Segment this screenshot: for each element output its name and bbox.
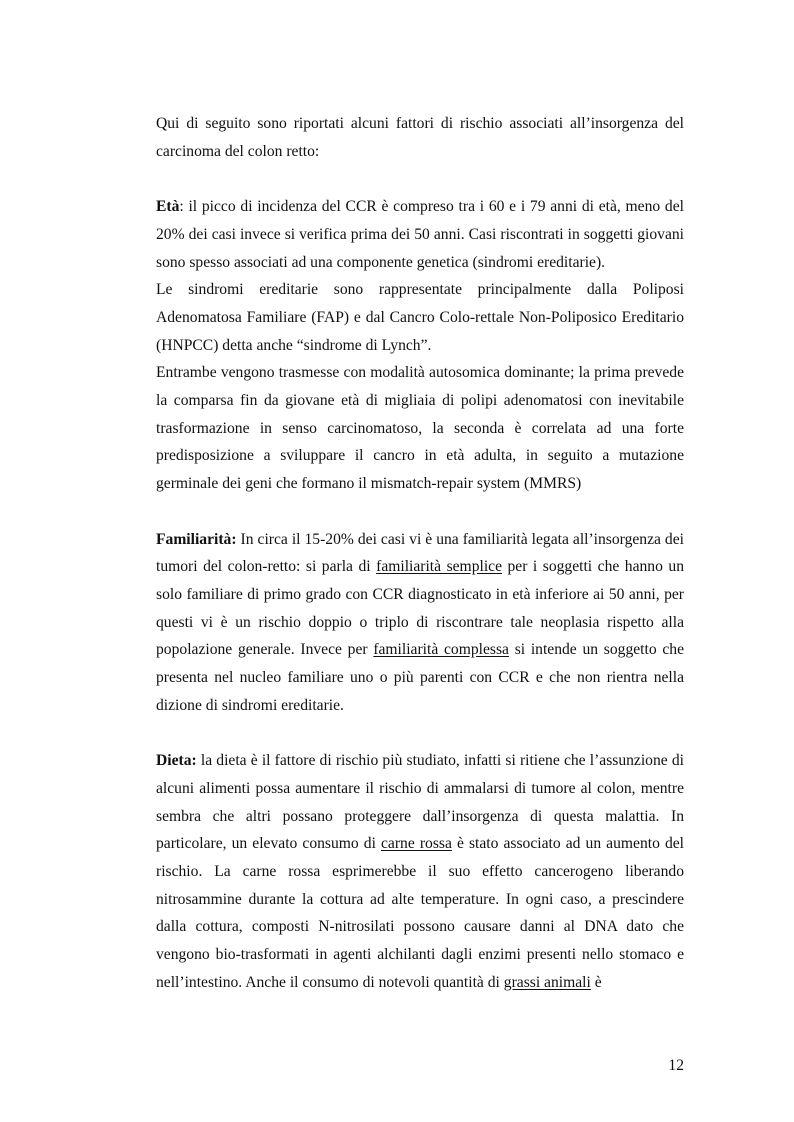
paragraph-spacer xyxy=(156,165,684,193)
paragraph-spacer xyxy=(156,498,684,526)
familiarita-paragraph xyxy=(156,526,684,720)
familiarita-text-3: si intende un soggetto che presenta nel nucleo familiare uno o più parenti con CCR e che non rientra nella dizione di sindromi ereditarie. xyxy=(156,641,684,714)
familiarita-semplice-term: familiarità semplice xyxy=(376,558,502,576)
dieta-heading: Dieta: xyxy=(156,752,197,770)
familiarita-heading: Familiarità: xyxy=(156,530,237,548)
eta-paragraph xyxy=(156,193,684,276)
eta-heading: Età xyxy=(156,198,180,216)
page-body xyxy=(156,110,684,996)
familiarita-text-2: per i soggetti che hanno un solo familiare di primo grado con CCR diagnosticato in età inferiore ai 50 anni, per questi vi è un rischio doppio o triplo di riscontrare tale neoplasia rispetto alla popolazione generale. Invece per xyxy=(156,558,685,659)
sindromi-paragraph: Le sindromi ereditarie sono rappresentate principalmente dalla Poliposi Adenomatosa Familiare (FAP) e dal Cancro Colo-rettale Non-Poliposico Ereditario (HNPCC) detta anche “sindrome di Lynch”. xyxy=(156,281,684,354)
grassi-animali-term: grassi animali xyxy=(503,973,591,991)
page-number: 12 xyxy=(668,1057,684,1074)
eta-text: : il picco di incidenza del CCR è compreso tra i 60 e i 79 anni di età, meno del 20% dei casi invece si verifica prima dei 50 anni. Casi riscontrati in soggetti giovani sono spesso associati ad una componente genetica (sindromi ereditarie). xyxy=(156,198,684,271)
carne-rossa-term: carne rossa xyxy=(381,835,452,853)
trasmissione-paragraph: Entrambe vengono trasmesse con modalità autosomica dominante; la prima prevede la comparsa fin da giovane età di migliaia di polipi adenomatosi con inevitabile trasformazione in senso carcinomatoso, la seconda è correlata ad una forte predisposizione a sviluppare il cancro in età adulta, in seguito a mutazione germinale dei geni che formano il mismatch-repair system (MMRS) xyxy=(156,364,684,493)
intro-paragraph: Qui di seguito sono riportati alcuni fattori di rischio associati all’insorgenza del carcinoma del colon retto: xyxy=(156,115,684,160)
dieta-text-3: è xyxy=(590,973,602,991)
dieta-paragraph xyxy=(156,747,684,996)
paragraph-spacer xyxy=(156,719,684,747)
dieta-text-1: la dieta è il fattore di rischio più studiato, infatti si ritiene che l’assunzione di alcuni alimenti possa aumentare il rischio di ammalarsi di tumore al colon, mentre sembra che altri possano proteggere dall’insorgenza di questa malattia. In particolare, un elevato consumo di xyxy=(156,752,684,853)
familiarita-complessa-term: familiarità complessa xyxy=(373,641,509,659)
dieta-text-2: è stato associato ad un aumento del rischio. La carne rossa esprimerebbe il suo effetto cancerogeno liberando nitrosammine durante la cottura ad alte temperature. In ogni caso, a prescindere dalla cottura, composti N-nitrosilati possono causare danni al DNA dato che vengono bio-trasformati in agenti alchilanti dagli enzimi presenti nello stomaco e nell’intestino. Anche il consumo di notevoli quantità di xyxy=(156,835,685,991)
familiarita-text-1: In circa il 15-20% dei casi vi è una familiarità legata all’insorgenza dei tumori del colon-retto: si parla di xyxy=(156,530,684,576)
